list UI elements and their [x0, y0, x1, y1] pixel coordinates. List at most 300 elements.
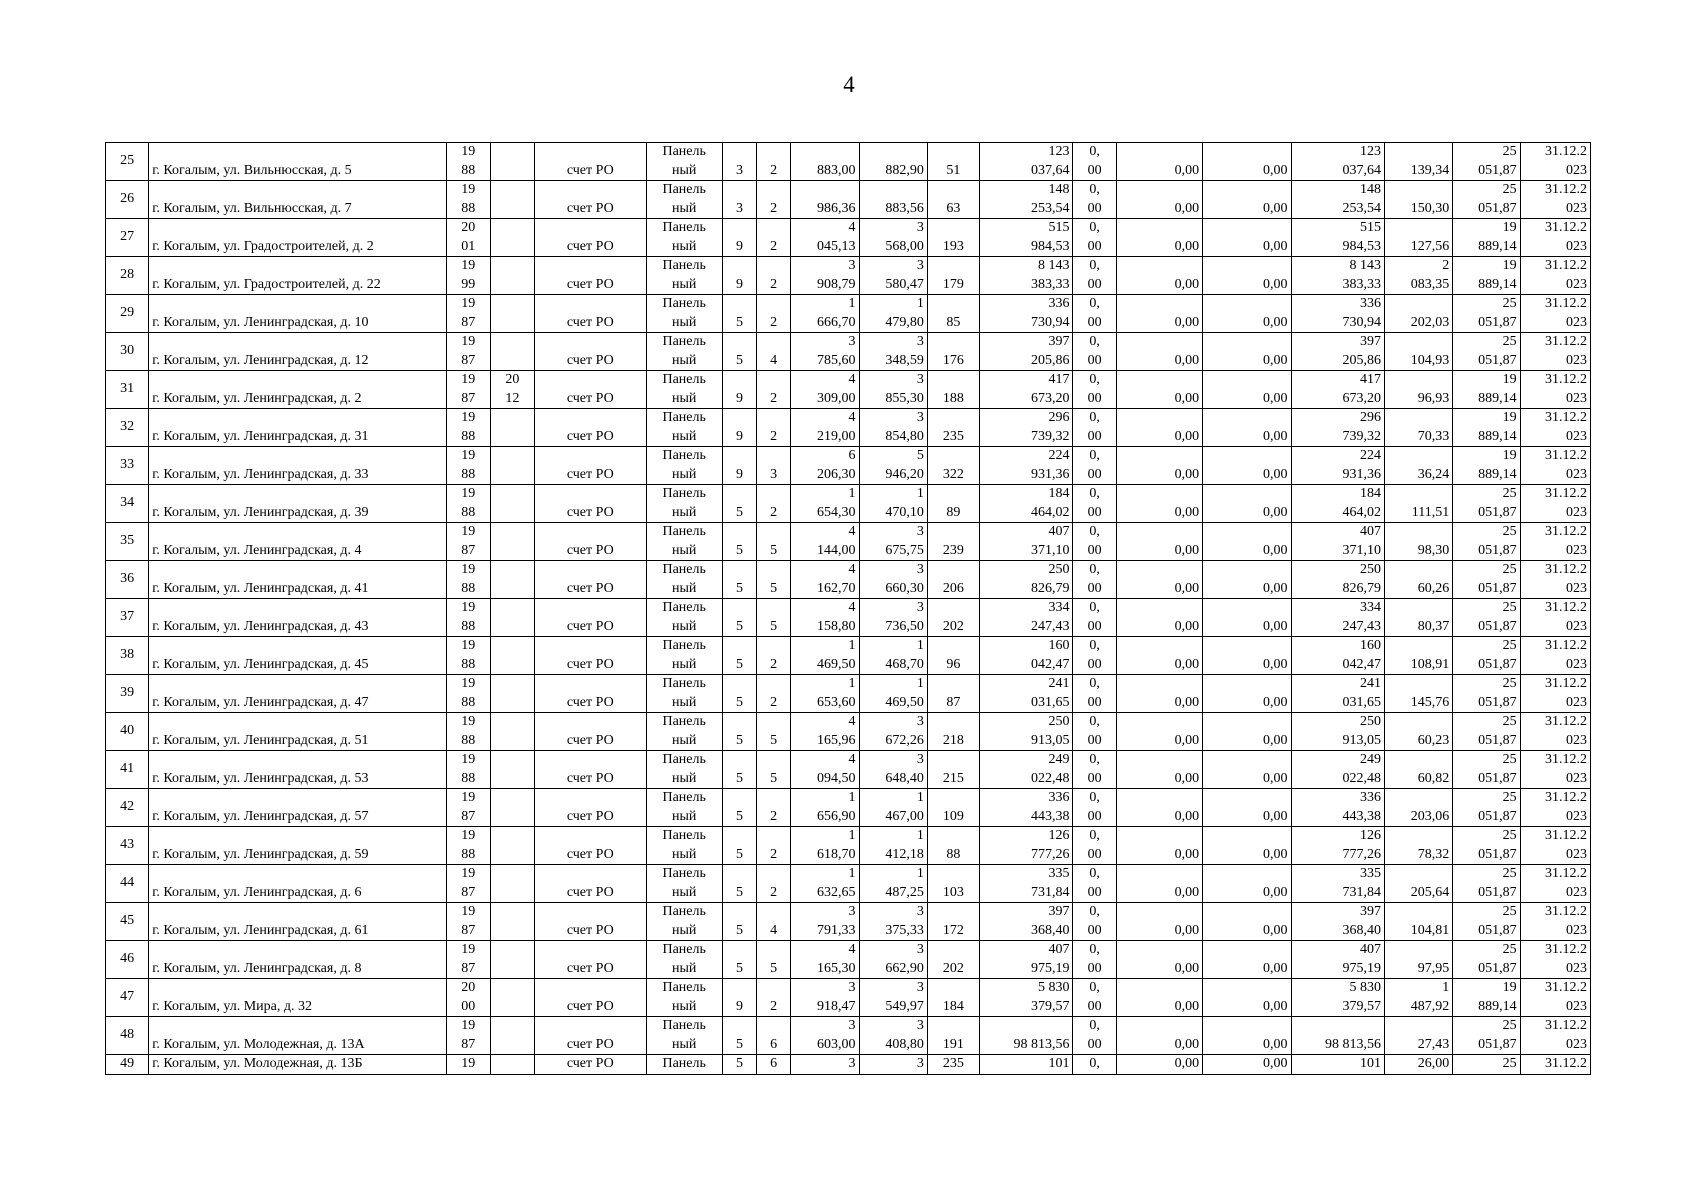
owner-funds-text: 464,02: [1342, 504, 1381, 520]
living-area-cell: [859, 371, 927, 409]
repair-year-text: 20: [505, 372, 520, 387]
local-funds-cell: [1203, 447, 1291, 485]
address-text: г. Когалым, ул. Ленинградская, д. 53: [152, 770, 369, 786]
entrances-cell: [757, 827, 791, 865]
build-year-text: 88: [461, 428, 476, 444]
fund-method-text: счет РО: [566, 618, 614, 634]
build-year-cell: [446, 1017, 490, 1055]
regional-funds-cell: [1116, 219, 1202, 257]
address-cell: [149, 1017, 446, 1055]
build-year-text: 88: [461, 504, 476, 520]
total-area-text: 3: [848, 904, 856, 919]
wall-material-text: Панель: [662, 524, 706, 539]
wall-material-text: Панель: [662, 562, 706, 577]
table-row: [106, 447, 1591, 485]
regional-funds-cell: [1116, 143, 1202, 181]
floors-cell: [722, 979, 756, 1017]
total-area-text: 986,36: [817, 200, 856, 216]
living-area-cell: [859, 409, 927, 447]
living-area-text: 1: [916, 296, 924, 311]
residents-text: 103: [942, 884, 964, 900]
wall-material-text: ный: [672, 656, 697, 672]
unit-cost-text: 104,81: [1410, 922, 1450, 938]
row-number-text: 39: [120, 685, 135, 701]
row-number-text: 28: [120, 267, 135, 283]
owner-funds-text: 126: [1359, 828, 1381, 843]
living-area-text: 1: [916, 828, 924, 843]
fund-method-cell: [535, 409, 647, 447]
residents-text: 63: [946, 200, 961, 216]
completion-date-text: 023: [1566, 884, 1587, 900]
wall-material-text: Панель: [662, 220, 706, 235]
completion-date-text: 31.12.2: [1545, 144, 1587, 159]
living-area-cell: [859, 1017, 927, 1055]
floors-text: 3: [735, 200, 743, 216]
local-funds-cell: [1203, 219, 1291, 257]
address-text: г. Когалым, ул. Ленинградская, д. 45: [152, 656, 369, 672]
repair-year-cell: [490, 827, 534, 865]
living-area-cell: [859, 599, 927, 637]
completion-date-text: 31.12.2: [1545, 638, 1587, 653]
owner-funds-text: 984,53: [1342, 238, 1381, 254]
entrances-cell: [757, 903, 791, 941]
total-area-text: 1: [848, 828, 856, 843]
build-year-text: 19: [461, 752, 476, 767]
entrances-text: 2: [770, 162, 778, 178]
federal-funds-text: 0,: [1089, 638, 1100, 653]
total-area-text: 656,90: [817, 808, 856, 824]
limit-cost-cell: [1453, 865, 1520, 903]
local-funds-text: 0,00: [1263, 504, 1288, 520]
residents-cell: [927, 1017, 979, 1055]
unit-cost-text: 70,33: [1417, 428, 1450, 444]
owner-funds-text: 253,54: [1342, 200, 1381, 216]
limit-cost-cell: [1453, 181, 1520, 219]
federal-funds-cell: [1073, 447, 1116, 485]
completion-date-text: 31.12.2: [1545, 942, 1587, 957]
build-year-cell: [446, 903, 490, 941]
row-number-text: 35: [120, 533, 135, 549]
limit-cost-text: 051,87: [1478, 922, 1517, 938]
table-row: [106, 637, 1591, 675]
limit-cost-text: 25: [1502, 182, 1517, 197]
fund-method-cell: [535, 219, 647, 257]
unit-cost-cell: [1384, 637, 1452, 675]
floors-cell: [722, 827, 756, 865]
regional-funds-cell: [1116, 371, 1202, 409]
address-cell: [149, 447, 446, 485]
address-cell: [149, 713, 446, 751]
regional-funds-text: 0,00: [1174, 808, 1200, 824]
owner-funds-text: 334: [1359, 600, 1381, 615]
limit-cost-text: 25: [1502, 676, 1517, 691]
row-number-text: 42: [120, 799, 135, 815]
build-year-cell: [446, 219, 490, 257]
floors-text: 9: [735, 466, 743, 482]
owner-funds-text: 730,94: [1342, 314, 1381, 330]
row-number-text: 46: [120, 951, 135, 967]
total-cost-text: 417: [1048, 372, 1070, 387]
local-funds-cell: [1203, 485, 1291, 523]
total-cost-text: 913,05: [1030, 732, 1070, 748]
address-text: г. Когалым, ул. Ленинградская, д. 51: [152, 732, 369, 748]
federal-funds-text: 00: [1087, 770, 1102, 786]
entrances-cell: [757, 1055, 791, 1075]
owner-funds-cell: [1291, 675, 1384, 713]
regional-funds-cell: [1116, 599, 1202, 637]
total-area-text: 165,96: [817, 732, 856, 748]
entrances-cell: [757, 143, 791, 181]
entrances-cell: [757, 561, 791, 599]
owner-funds-text: 98 813,56: [1324, 1036, 1381, 1052]
wall-material-cell: [646, 979, 722, 1017]
fund-method-text: счет РО: [566, 428, 614, 444]
total-area-cell: [791, 827, 859, 865]
total-area-text: 219,00: [817, 428, 856, 444]
federal-funds-text: 00: [1087, 846, 1102, 862]
local-funds-cell: [1203, 827, 1291, 865]
total-cost-text: 975,19: [1030, 960, 1070, 976]
regional-funds-cell: [1116, 637, 1202, 675]
build-year-text: 19: [461, 1056, 476, 1071]
limit-cost-text: 25: [1502, 1056, 1517, 1071]
row-number-text: 48: [120, 1027, 135, 1043]
completion-date-text: 023: [1566, 314, 1587, 330]
living-area-text: 946,20: [885, 466, 924, 482]
total-area-text: 632,65: [817, 884, 856, 900]
completion-date-cell: [1520, 1017, 1590, 1055]
floors-text: 9: [735, 390, 743, 406]
wall-material-text: Панель: [662, 600, 706, 615]
entrances-text: 5: [770, 580, 778, 596]
owner-funds-text: 383,33: [1342, 276, 1381, 292]
total-area-text: 908,79: [817, 276, 856, 292]
total-area-cell: [791, 675, 859, 713]
regional-funds-cell: [1116, 713, 1202, 751]
wall-material-cell: [646, 219, 722, 257]
residents-cell: [927, 599, 979, 637]
limit-cost-cell: [1453, 1055, 1520, 1075]
limit-cost-cell: [1453, 675, 1520, 713]
owner-funds-cell: [1291, 713, 1384, 751]
entrances-cell: [757, 637, 791, 675]
build-year-text: 00: [461, 998, 476, 1014]
wall-material-cell: [646, 827, 722, 865]
limit-cost-text: 25: [1502, 562, 1517, 577]
wall-material-text: ный: [672, 580, 697, 596]
limit-cost-text: 25: [1502, 904, 1517, 919]
address-cell: [149, 485, 446, 523]
completion-date-text: 31.12.2: [1545, 486, 1587, 501]
repair-year-cell: [490, 143, 534, 181]
living-area-text: 3: [916, 904, 924, 919]
entrances-text: 3: [770, 466, 778, 482]
fund-method-cell: [535, 751, 647, 789]
limit-cost-text: 051,87: [1478, 542, 1517, 558]
total-area-text: 045,13: [817, 238, 856, 254]
floors-cell: [722, 409, 756, 447]
limit-cost-text: 889,14: [1478, 238, 1517, 254]
regional-funds-text: 0,00: [1174, 390, 1200, 406]
row-number-cell: [106, 1055, 149, 1075]
local-funds-cell: [1203, 181, 1291, 219]
unit-cost-cell: [1384, 523, 1452, 561]
build-year-text: 19: [461, 296, 476, 311]
total-area-cell: [791, 181, 859, 219]
living-area-text: 3: [916, 334, 924, 349]
completion-date-text: 31.12.2: [1545, 448, 1587, 463]
completion-date-text: 31.12.2: [1545, 296, 1587, 311]
total-area-text: 3: [848, 980, 856, 995]
build-year-text: 20: [461, 980, 476, 995]
entrances-cell: [757, 219, 791, 257]
owner-funds-cell: [1291, 903, 1384, 941]
federal-funds-text: 00: [1087, 352, 1102, 368]
living-area-text: 882,90: [885, 162, 924, 178]
wall-material-text: ный: [672, 846, 697, 862]
living-area-cell: [859, 295, 927, 333]
limit-cost-text: 889,14: [1478, 276, 1517, 292]
total-cost-cell: [980, 789, 1073, 827]
completion-date-cell: [1520, 523, 1590, 561]
total-cost-text: 296: [1048, 410, 1070, 425]
build-year-text: 19: [461, 448, 476, 463]
entrances-cell: [757, 523, 791, 561]
floors-cell: [722, 143, 756, 181]
wall-material-text: Панель: [662, 790, 706, 805]
row-number-cell: [106, 143, 149, 181]
limit-cost-cell: [1453, 219, 1520, 257]
local-funds-text: 0,00: [1263, 390, 1288, 406]
address-text: г. Когалым, ул. Ленинградская, д. 41: [152, 580, 369, 596]
address-cell: [149, 181, 446, 219]
wall-material-cell: [646, 257, 722, 295]
wall-material-text: ный: [672, 238, 697, 254]
federal-funds-cell: [1073, 295, 1116, 333]
regional-funds-text: 0,00: [1174, 884, 1200, 900]
row-number-cell: [106, 447, 149, 485]
fund-method-text: счет РО: [566, 580, 614, 596]
local-funds-cell: [1203, 295, 1291, 333]
living-area-cell: [859, 485, 927, 523]
residents-cell: [927, 941, 979, 979]
residents-text: 96: [946, 656, 961, 672]
row-number-cell: [106, 903, 149, 941]
limit-cost-text: 051,87: [1478, 884, 1517, 900]
limit-cost-text: 051,87: [1478, 846, 1517, 862]
unit-cost-text: 60,26: [1417, 580, 1450, 596]
floors-cell: [722, 371, 756, 409]
federal-funds-text: 00: [1087, 618, 1102, 634]
floors-cell: [722, 295, 756, 333]
limit-cost-text: 889,14: [1478, 998, 1517, 1014]
address-cell: [149, 295, 446, 333]
completion-date-cell: [1520, 219, 1590, 257]
completion-date-text: 023: [1566, 656, 1587, 672]
completion-date-text: 023: [1566, 200, 1587, 216]
fund-method-cell: [535, 675, 647, 713]
total-area-cell: [791, 371, 859, 409]
total-cost-text: 984,53: [1030, 238, 1070, 254]
owner-funds-cell: [1291, 561, 1384, 599]
completion-date-cell: [1520, 1055, 1590, 1075]
row-number-text: 27: [120, 229, 135, 245]
total-area-text: 883,00: [817, 162, 856, 178]
total-cost-text: 730,94: [1030, 314, 1070, 330]
limit-cost-text: 25: [1502, 524, 1517, 539]
floors-cell: [722, 941, 756, 979]
fund-method-cell: [535, 371, 647, 409]
completion-date-text: 31.12.2: [1545, 676, 1587, 691]
federal-funds-text: 0,: [1089, 866, 1100, 881]
address-cell: [149, 827, 446, 865]
owner-funds-cell: [1291, 1017, 1384, 1055]
unit-cost-cell: [1384, 409, 1452, 447]
total-cost-cell: [980, 941, 1073, 979]
residents-text: 202: [942, 618, 964, 634]
living-area-text: 3: [916, 220, 924, 235]
total-cost-text: 931,36: [1030, 466, 1070, 482]
local-funds-text: 0,00: [1263, 694, 1288, 710]
wall-material-text: ный: [672, 200, 697, 216]
federal-funds-cell: [1073, 979, 1116, 1017]
federal-funds-text: 0,: [1089, 714, 1100, 729]
local-funds-text: 0,00: [1263, 770, 1288, 786]
regional-funds-text: 0,00: [1174, 276, 1200, 292]
table-row: [106, 827, 1591, 865]
federal-funds-text: 0,: [1089, 372, 1100, 387]
total-area-cell: [791, 903, 859, 941]
regional-funds-text: 0,00: [1174, 694, 1200, 710]
completion-date-text: 023: [1566, 694, 1587, 710]
local-funds-cell: [1203, 903, 1291, 941]
federal-funds-text: 00: [1087, 276, 1102, 292]
total-cost-text: 371,10: [1030, 542, 1070, 558]
limit-cost-text: 19: [1502, 220, 1517, 235]
floors-text: 5: [735, 580, 743, 596]
limit-cost-cell: [1453, 713, 1520, 751]
living-area-text: 3: [916, 600, 924, 615]
unit-cost-text: 083,35: [1410, 276, 1450, 292]
completion-date-text: 023: [1566, 960, 1587, 976]
build-year-text: 20: [461, 220, 476, 235]
living-area-text: 469,50: [885, 694, 924, 710]
build-year-text: 87: [461, 352, 476, 368]
unit-cost-text: 26,00: [1417, 1056, 1450, 1071]
completion-date-cell: [1520, 713, 1590, 751]
residents-cell: [927, 789, 979, 827]
local-funds-text: 0,00: [1263, 162, 1288, 178]
floors-text: 5: [735, 960, 743, 976]
fund-method-text: счет РО: [566, 846, 614, 862]
living-area-cell: [859, 219, 927, 257]
build-year-text: 87: [461, 808, 476, 824]
federal-funds-text: 00: [1087, 960, 1102, 976]
completion-date-text: 023: [1566, 390, 1587, 406]
row-number-cell: [106, 257, 149, 295]
floors-cell: [722, 675, 756, 713]
row-number-text: 45: [120, 913, 135, 929]
total-cost-text: 515: [1048, 220, 1070, 235]
total-cost-cell: [980, 181, 1073, 219]
repair-year-cell: [490, 713, 534, 751]
total-cost-text: 123: [1048, 144, 1070, 159]
build-year-text: 19: [461, 258, 476, 273]
wall-material-cell: [646, 865, 722, 903]
floors-text: 5: [735, 694, 743, 710]
row-number-text: 25: [120, 153, 135, 169]
fund-method-text: счет РО: [566, 694, 614, 710]
row-number-cell: [106, 295, 149, 333]
build-year-text: 19: [461, 828, 476, 843]
completion-date-text: 31.12.2: [1545, 220, 1587, 235]
floors-text: 5: [735, 618, 743, 634]
limit-cost-text: 25: [1502, 486, 1517, 501]
total-area-text: 653,60: [817, 694, 856, 710]
table-row: [106, 941, 1591, 979]
wall-material-text: Панель: [662, 334, 706, 349]
build-year-text: 19: [461, 904, 476, 919]
build-year-cell: [446, 523, 490, 561]
owner-funds-text: 975,19: [1342, 960, 1381, 976]
fund-method-text: счет РО: [566, 960, 614, 976]
living-area-cell: [859, 941, 927, 979]
living-area-text: 3: [916, 1018, 924, 1033]
build-year-text: 88: [461, 732, 476, 748]
unit-cost-cell: [1384, 903, 1452, 941]
regional-funds-cell: [1116, 333, 1202, 371]
living-area-text: 549,97: [885, 998, 924, 1014]
address-cell: [149, 371, 446, 409]
federal-funds-cell: [1073, 637, 1116, 675]
living-area-text: 470,10: [885, 504, 924, 520]
local-funds-text: 0,00: [1263, 808, 1288, 824]
repair-year-cell: [490, 941, 534, 979]
federal-funds-cell: [1073, 181, 1116, 219]
fund-method-cell: [535, 523, 647, 561]
entrances-cell: [757, 675, 791, 713]
unit-cost-cell: [1384, 295, 1452, 333]
wall-material-text: ный: [672, 162, 697, 178]
living-area-text: 883,56: [885, 200, 924, 216]
residents-cell: [927, 219, 979, 257]
total-area-text: 4: [848, 562, 856, 577]
repair-year-cell: [490, 789, 534, 827]
address-text: г. Когалым, ул. Ленинградская, д. 2: [152, 390, 362, 406]
total-cost-text: 407: [1048, 942, 1070, 957]
completion-date-text: 023: [1566, 846, 1587, 862]
owner-funds-text: 368,40: [1342, 922, 1381, 938]
build-year-text: 19: [461, 714, 476, 729]
fund-method-cell: [535, 827, 647, 865]
limit-cost-text: 19: [1502, 410, 1517, 425]
entrances-cell: [757, 713, 791, 751]
owner-funds-cell: [1291, 827, 1384, 865]
residents-cell: [927, 1055, 979, 1075]
federal-funds-text: 0,: [1089, 562, 1100, 577]
living-area-text: 479,80: [885, 314, 924, 330]
floors-text: 9: [735, 276, 743, 292]
floors-text: 3: [735, 162, 743, 178]
limit-cost-cell: [1453, 333, 1520, 371]
federal-funds-text: 0,: [1089, 258, 1100, 273]
limit-cost-text: 25: [1502, 638, 1517, 653]
living-area-cell: [859, 523, 927, 561]
federal-funds-cell: [1073, 865, 1116, 903]
unit-cost-cell: [1384, 485, 1452, 523]
wall-material-text: ный: [672, 618, 697, 634]
federal-funds-text: 0,: [1089, 296, 1100, 311]
